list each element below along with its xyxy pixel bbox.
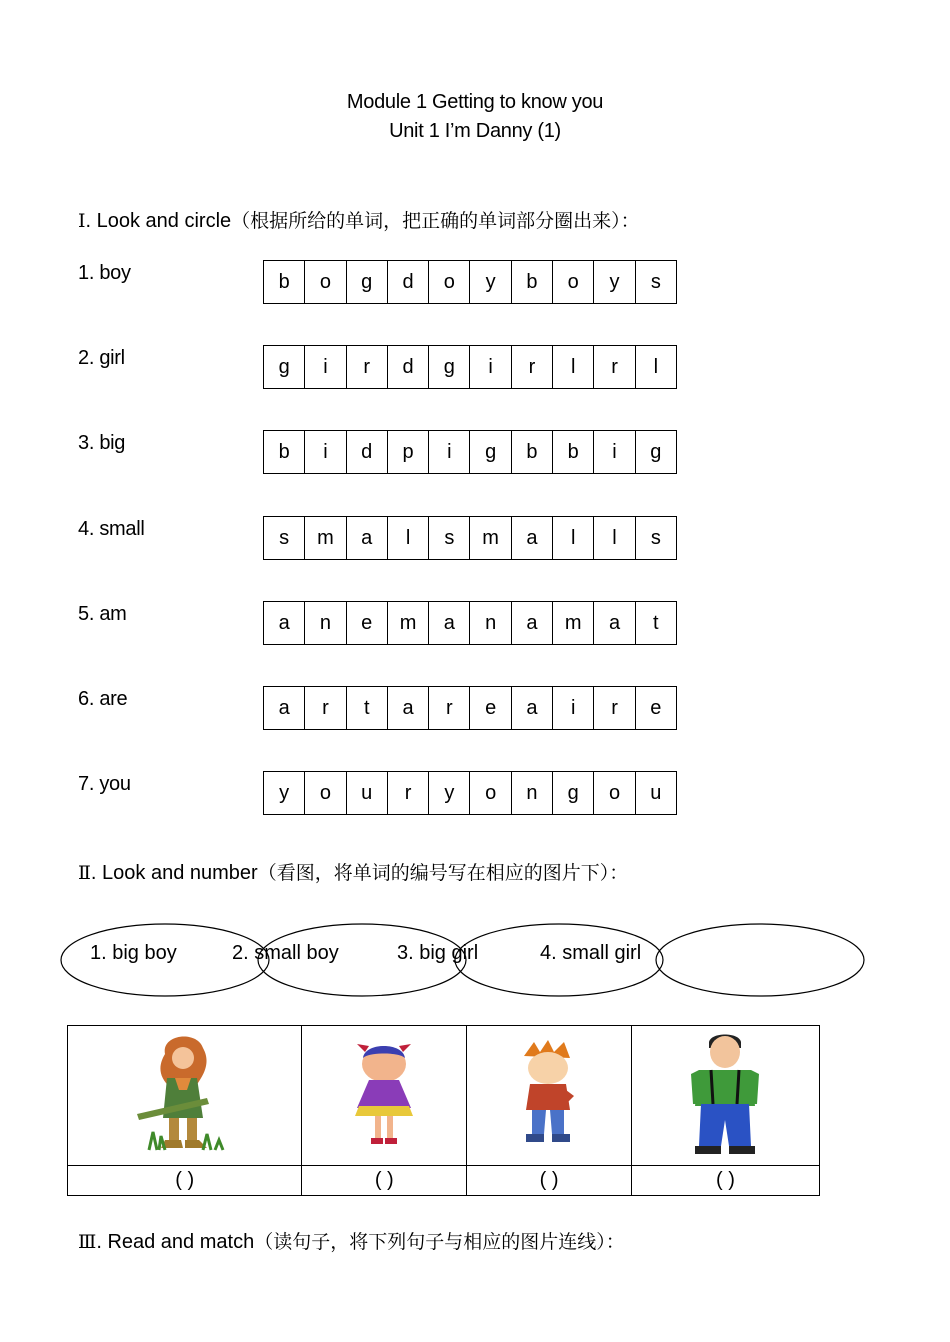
letter-cell[interactable]: b [512, 261, 553, 303]
small-girl-picture [349, 1038, 419, 1148]
letter-cell[interactable]: b [264, 261, 305, 303]
word-label: 4. small [78, 518, 145, 540]
letter-cell[interactable]: g [553, 772, 594, 814]
word-label: 5. am [78, 603, 127, 625]
letter-cell[interactable]: o [305, 772, 346, 814]
letter-cell[interactable]: a [512, 517, 553, 559]
word-label: 3. big [78, 432, 126, 454]
letter-cell[interactable]: r [347, 346, 388, 388]
answer-blank[interactable]: ( ) [302, 1166, 467, 1196]
letter-cell[interactable]: s [264, 517, 305, 559]
letter-cell[interactable]: g [429, 346, 470, 388]
letter-row [263, 601, 677, 645]
letter-cell[interactable]: o [594, 772, 635, 814]
letter-cell[interactable]: i [594, 431, 635, 473]
section-2-heading [78, 858, 628, 885]
section-1-title-en: . Look and circle [85, 210, 232, 232]
unit-title: Unit 1 I’m Danny (1) [389, 120, 561, 142]
word-label: 7. you [78, 773, 131, 795]
letter-cell[interactable]: r [512, 346, 553, 388]
letter-cell[interactable]: g [636, 431, 677, 473]
section-3-title-en: . Read and match [96, 1231, 255, 1253]
letter-cell[interactable]: y [594, 261, 635, 303]
letter-cell[interactable]: p [388, 431, 429, 473]
letter-row [263, 260, 677, 304]
small-boy-picture [514, 1038, 584, 1148]
letter-cell[interactable]: a [512, 602, 553, 644]
letter-cell[interactable]: d [347, 431, 388, 473]
letter-cell[interactable]: b [264, 431, 305, 473]
section-2-numeral: Ⅱ [78, 862, 91, 884]
word-label: 2. girl [78, 347, 125, 369]
letter-cell[interactable]: r [594, 346, 635, 388]
section-1-heading [78, 206, 640, 233]
option-big-girl: 3. big girl [397, 942, 479, 964]
letter-cell[interactable]: m [388, 602, 429, 644]
picture-table [67, 1025, 820, 1196]
letter-cell[interactable]: s [636, 517, 677, 559]
letter-cell[interactable]: g [264, 346, 305, 388]
letter-cell[interactable]: r [429, 687, 470, 729]
letter-row [263, 345, 677, 389]
module-title: Module 1 Getting to know you [346, 91, 604, 113]
letter-cell[interactable]: r [388, 772, 429, 814]
letter-cell[interactable]: i [305, 431, 346, 473]
letter-cell[interactable]: a [264, 687, 305, 729]
letter-cell[interactable]: s [636, 261, 677, 303]
word-label: 6. are [78, 688, 128, 710]
letter-cell[interactable]: n [470, 602, 511, 644]
letter-cell[interactable]: o [470, 772, 511, 814]
letter-cell[interactable]: y [429, 772, 470, 814]
letter-cell[interactable]: y [264, 772, 305, 814]
answer-blank[interactable]: ( ) [631, 1166, 819, 1196]
section-2-title-cn: （看图，将单词的编号写在相应的图片下）： [257, 862, 629, 884]
letter-cell[interactable]: s [429, 517, 470, 559]
letter-cell[interactable]: l [636, 346, 677, 388]
letter-cell[interactable]: i [429, 431, 470, 473]
letter-cell[interactable]: o [305, 261, 346, 303]
big-boy-picture [685, 1030, 765, 1156]
option-small-boy: 2. small boy [232, 942, 339, 964]
letter-cell[interactable]: y [470, 261, 511, 303]
letter-cell[interactable]: m [305, 517, 346, 559]
letter-row [263, 430, 677, 474]
picture-cell [302, 1026, 467, 1166]
section-1-numeral: Ⅰ [78, 210, 86, 232]
letter-cell[interactable]: m [470, 517, 511, 559]
letter-cell[interactable]: a [388, 687, 429, 729]
letter-cell[interactable]: o [429, 261, 470, 303]
letter-cell[interactable]: l [553, 517, 594, 559]
section-3-numeral: Ⅲ [78, 1231, 97, 1253]
letter-cell[interactable]: t [636, 602, 677, 644]
letter-cell[interactable]: e [636, 687, 677, 729]
section-3-title-cn: （读句子，将下列句子与相应的图片连线）： [254, 1231, 625, 1253]
answer-blank[interactable]: ( ) [68, 1166, 302, 1196]
letter-cell[interactable]: e [347, 602, 388, 644]
letter-cell[interactable]: g [347, 261, 388, 303]
letter-cell[interactable]: i [553, 687, 594, 729]
section-3-heading [78, 1227, 625, 1254]
letter-cell[interactable]: u [347, 772, 388, 814]
letter-row [263, 686, 677, 730]
letter-cell[interactable]: m [553, 602, 594, 644]
letter-cell[interactable]: a [264, 602, 305, 644]
letter-cell[interactable]: a [347, 517, 388, 559]
letter-cell[interactable]: o [553, 261, 594, 303]
answer-blank[interactable]: ( ) [467, 1166, 632, 1196]
letter-cell[interactable]: a [594, 602, 635, 644]
option-big-boy: 1. big boy [90, 942, 177, 964]
letter-cell[interactable]: l [553, 346, 594, 388]
letter-cell[interactable]: r [305, 687, 346, 729]
letter-cell[interactable]: l [388, 517, 429, 559]
option-ellipse [656, 924, 864, 996]
letter-cell[interactable]: e [470, 687, 511, 729]
letter-cell[interactable]: b [553, 431, 594, 473]
letter-cell[interactable]: r [594, 687, 635, 729]
letter-cell[interactable]: d [388, 261, 429, 303]
word-label: 1. boy [78, 262, 131, 284]
letter-cell[interactable]: a [429, 602, 470, 644]
picture-cell [467, 1026, 632, 1166]
letter-cell[interactable]: u [636, 772, 677, 814]
letter-cell[interactable]: g [470, 431, 511, 473]
letter-cell[interactable]: i [470, 346, 511, 388]
letter-cell[interactable]: l [594, 517, 635, 559]
picture-cell [631, 1026, 819, 1166]
letter-cell[interactable]: i [305, 346, 346, 388]
section-2-title-en: . Look and number [90, 862, 258, 884]
picture-cell [68, 1026, 302, 1166]
option-small-girl: 4. small girl [540, 942, 642, 964]
letter-row [263, 771, 677, 815]
letter-cell[interactable]: n [305, 602, 346, 644]
letter-cell[interactable]: n [512, 772, 553, 814]
letter-cell[interactable]: b [512, 431, 553, 473]
letter-cell[interactable]: t [347, 687, 388, 729]
big-girl-picture [135, 1032, 235, 1154]
letter-cell[interactable]: d [388, 346, 429, 388]
letter-row [263, 516, 677, 560]
section-1-title-cn: （根据所给的单词，把正确的单词部分圈出来）： [231, 210, 640, 232]
letter-cell[interactable]: a [512, 687, 553, 729]
